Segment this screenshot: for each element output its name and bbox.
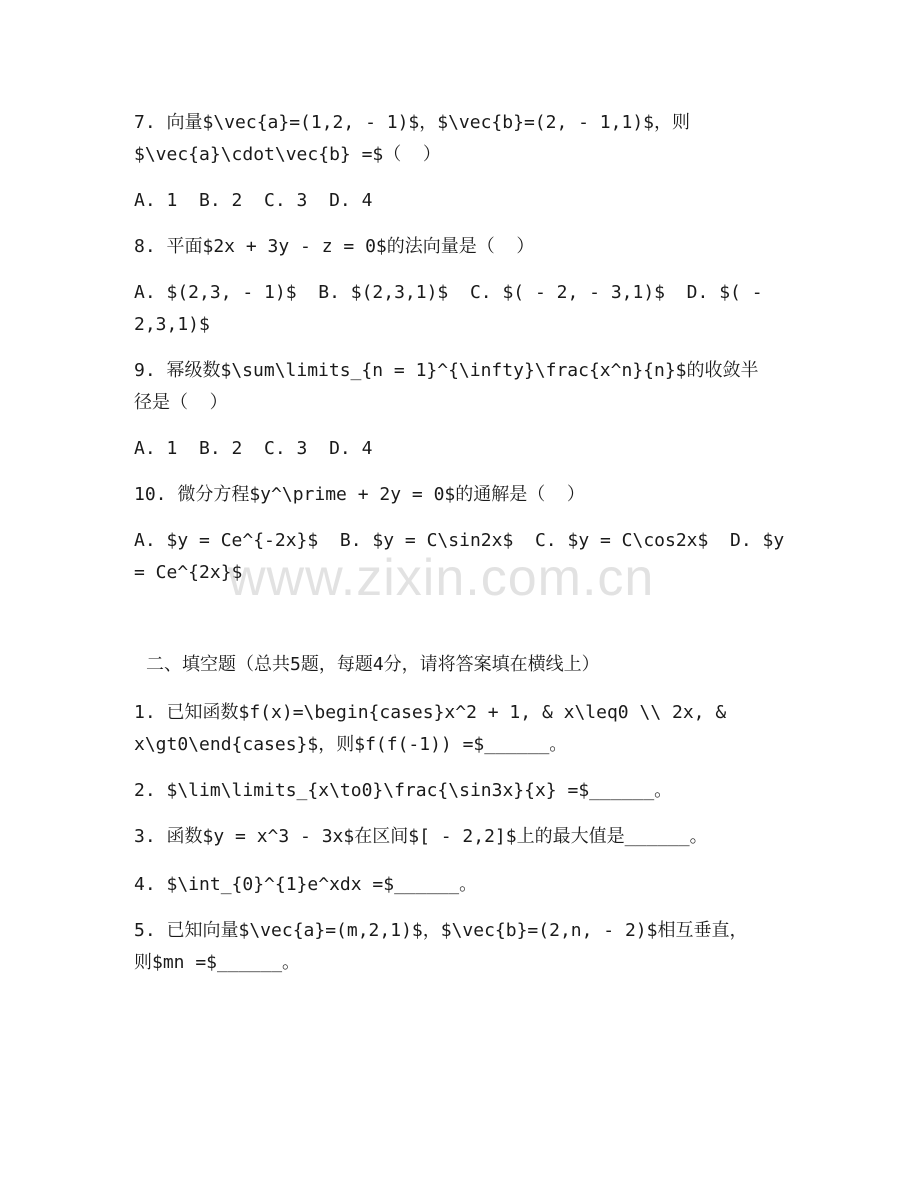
watermark: www.zixin.com.cn: [228, 549, 655, 607]
question-7-line-1: 7. 向量$\vec{a}=(1,2, - 1)$，$\vec{b}=(2, - 1,1)$，则: [134, 112, 690, 133]
question-8-options-line-1: A. $(2,3, - 1)$ B. $(2,3,1)$ C. $( - 2, - 3,1)$ D. $( -: [134, 282, 763, 303]
question-7-line-2: $\vec{a}\cdot\vec{b} =$（ ）: [134, 144, 441, 165]
section-2-title: 二、填空题（总共5题，每题4分，请将答案填在横线上）: [146, 654, 600, 675]
fill-blank-4: 4. $\int_{0}^{1}e^xdx =$______。: [134, 874, 478, 895]
question-7-options: A. 1 B. 2 C. 3 D. 4: [134, 190, 373, 211]
question-10-options-line-1: A. $y = Ce^{-2x}$ B. $y = C\sin2x$ C. $y = C\cos2x$ D. $y: [134, 530, 785, 551]
fill-blank-1-line-2: x\gt0\end{cases}$，则$f(f(-1)) =$______。: [134, 734, 568, 755]
question-9-line-1: 9. 幂级数$\sum\limits_{n = 1}^{\infty}\frac{x^n}{n}$的收敛半: [134, 360, 759, 381]
question-8-options-line-2: 2,3,1)$: [134, 314, 210, 335]
question-8-line-1: 8. 平面$2x + 3y - z = 0$的法向量是（ ）: [134, 236, 535, 257]
fill-blank-1-line-1: 1. 已知函数$f(x)=\begin{cases}x^2 + 1, & x\leq0 \\ 2x, &: [134, 702, 727, 723]
question-9-options: A. 1 B. 2 C. 3 D. 4: [134, 438, 373, 459]
fill-blank-5-line-1: 5. 已知向量$\vec{a}=(m,2,1)$，$\vec{b}=(2,n, - 2)$相互垂直，: [134, 920, 748, 941]
fill-blank-5-line-2: 则$mn =$______。: [134, 952, 301, 973]
question-9-line-2: 径是（ ）: [134, 392, 228, 413]
question-10-line-1: 10. 微分方程$y^\prime + 2y = 0$的通解是（ ）: [134, 484, 585, 505]
question-10-options-line-2: = Ce^{2x}$: [134, 562, 243, 583]
fill-blank-2: 2. $\lim\limits_{x\to0}\frac{\sin3x}{x} =$______。: [134, 780, 673, 801]
fill-blank-3: 3. 函数$y = x^3 - 3x$在区间$[ - 2,2]$上的最大值是______。: [134, 826, 708, 847]
